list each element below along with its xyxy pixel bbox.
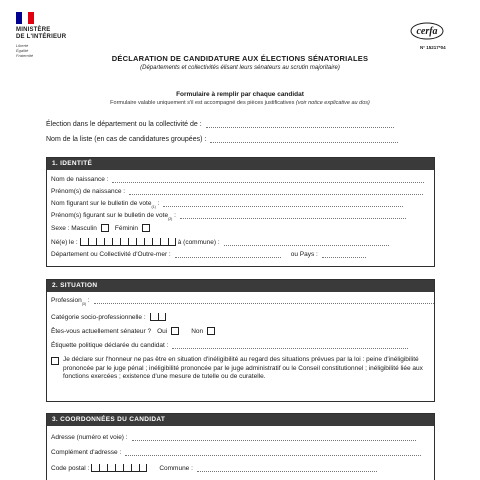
republic-flag-icon — [16, 12, 34, 24]
svg-text:cerfa: cerfa — [416, 26, 438, 37]
ballot-name-field[interactable]: Nom figurant sur le bulletin de vote (1) : — [51, 200, 403, 207]
contact-heading: 3. COORDONNÉES DU CANDIDAT — [47, 414, 434, 426]
identity-heading: 1. IDENTITÉ — [47, 158, 434, 170]
page-subtitle: (Départements et collectivités élisant leurs sénateurs au scrutin majoritaire) — [140, 65, 340, 71]
situation-section — [46, 279, 435, 402]
election-field[interactable] — [46, 121, 394, 128]
political-label-field[interactable]: Étiquette politique déclarée du candidat : — [51, 342, 408, 349]
profession-field[interactable]: Profession (3) : — [51, 297, 434, 304]
address-complement-field[interactable]: Complément d'adresse : — [51, 449, 421, 456]
page-title: DÉCLARATION DE CANDIDATURE AUX ÉLECTIONS SÉNATORIALES — [111, 54, 369, 63]
birth-name-field[interactable]: Nom de naissance : — [51, 176, 424, 183]
category-input[interactable] — [150, 313, 166, 321]
form-heading: Formulaire à remplir par chaque candidat — [176, 91, 304, 98]
list-name-label: Nom de la liste (en cas de candidatures groupées) : — [46, 136, 207, 143]
birth-date-field[interactable]: Né(e) le : à (commune) : — [51, 238, 389, 246]
cerfa-logo-icon — [410, 22, 444, 40]
identity-section — [46, 157, 435, 267]
cerfa-number: N° 15217*04 — [420, 45, 446, 50]
postal-code-field[interactable]: Code postal : Commune : — [51, 464, 377, 472]
no-checkbox[interactable] — [207, 327, 215, 335]
postal-code-input[interactable] — [91, 464, 147, 472]
ballot-firstnames-field[interactable]: Prénom(s) figurant sur le bulletin de vote (2) : — [51, 212, 406, 219]
sex-field: Sexe : Masculin Féminin — [51, 224, 156, 232]
department-field[interactable]: Département ou Collectivité d'Outre-mer : ou Pays : — [51, 251, 366, 258]
republic-motto: Liberté Égalité Fraternité — [16, 43, 34, 58]
birth-date-input[interactable] — [80, 238, 176, 246]
female-checkbox[interactable] — [142, 224, 150, 232]
ministry-name-line1: MINISTÈRE — [16, 27, 51, 33]
category-field[interactable]: Catégorie socio-professionnelle : — [51, 313, 166, 321]
yes-checkbox[interactable] — [171, 327, 179, 335]
honor-declaration — [51, 356, 427, 382]
contact-section — [46, 413, 435, 480]
declaration-checkbox[interactable] — [51, 357, 59, 365]
situation-heading: 2. SITUATION — [47, 280, 434, 292]
election-label: Élection dans le département ou la collectivité de : — [46, 121, 202, 128]
form-note: Formulaire valable uniquement s'il est accompagné des pièces justificatives (voir notice explicative au dos) — [110, 100, 370, 106]
senator-question: Êtes-vous actuellement sénateur ? Oui Non — [51, 327, 221, 335]
list-name-field[interactable] — [46, 136, 398, 143]
birth-firstnames-field[interactable]: Prénom(s) de naissance : — [51, 188, 423, 195]
address-field[interactable]: Adresse (numéro et voie) : — [51, 434, 416, 441]
ministry-name-line2: DE L'INTÉRIEUR — [16, 34, 67, 40]
male-checkbox[interactable] — [101, 224, 109, 232]
declaration-text: Je déclare sur l'honneur ne pas être en situation d'inéligibilité au regard des situations prévues par la loi : peine d'inéligibilité prononcée par le juge pénal ; inéligibilité prononcée par le juge administratif ou le Conseil constitutionnel ; inéligibilité liée aux fonctions exercées ; existence d'une mesure de tutelle ou de curatelle. — [63, 356, 423, 381]
